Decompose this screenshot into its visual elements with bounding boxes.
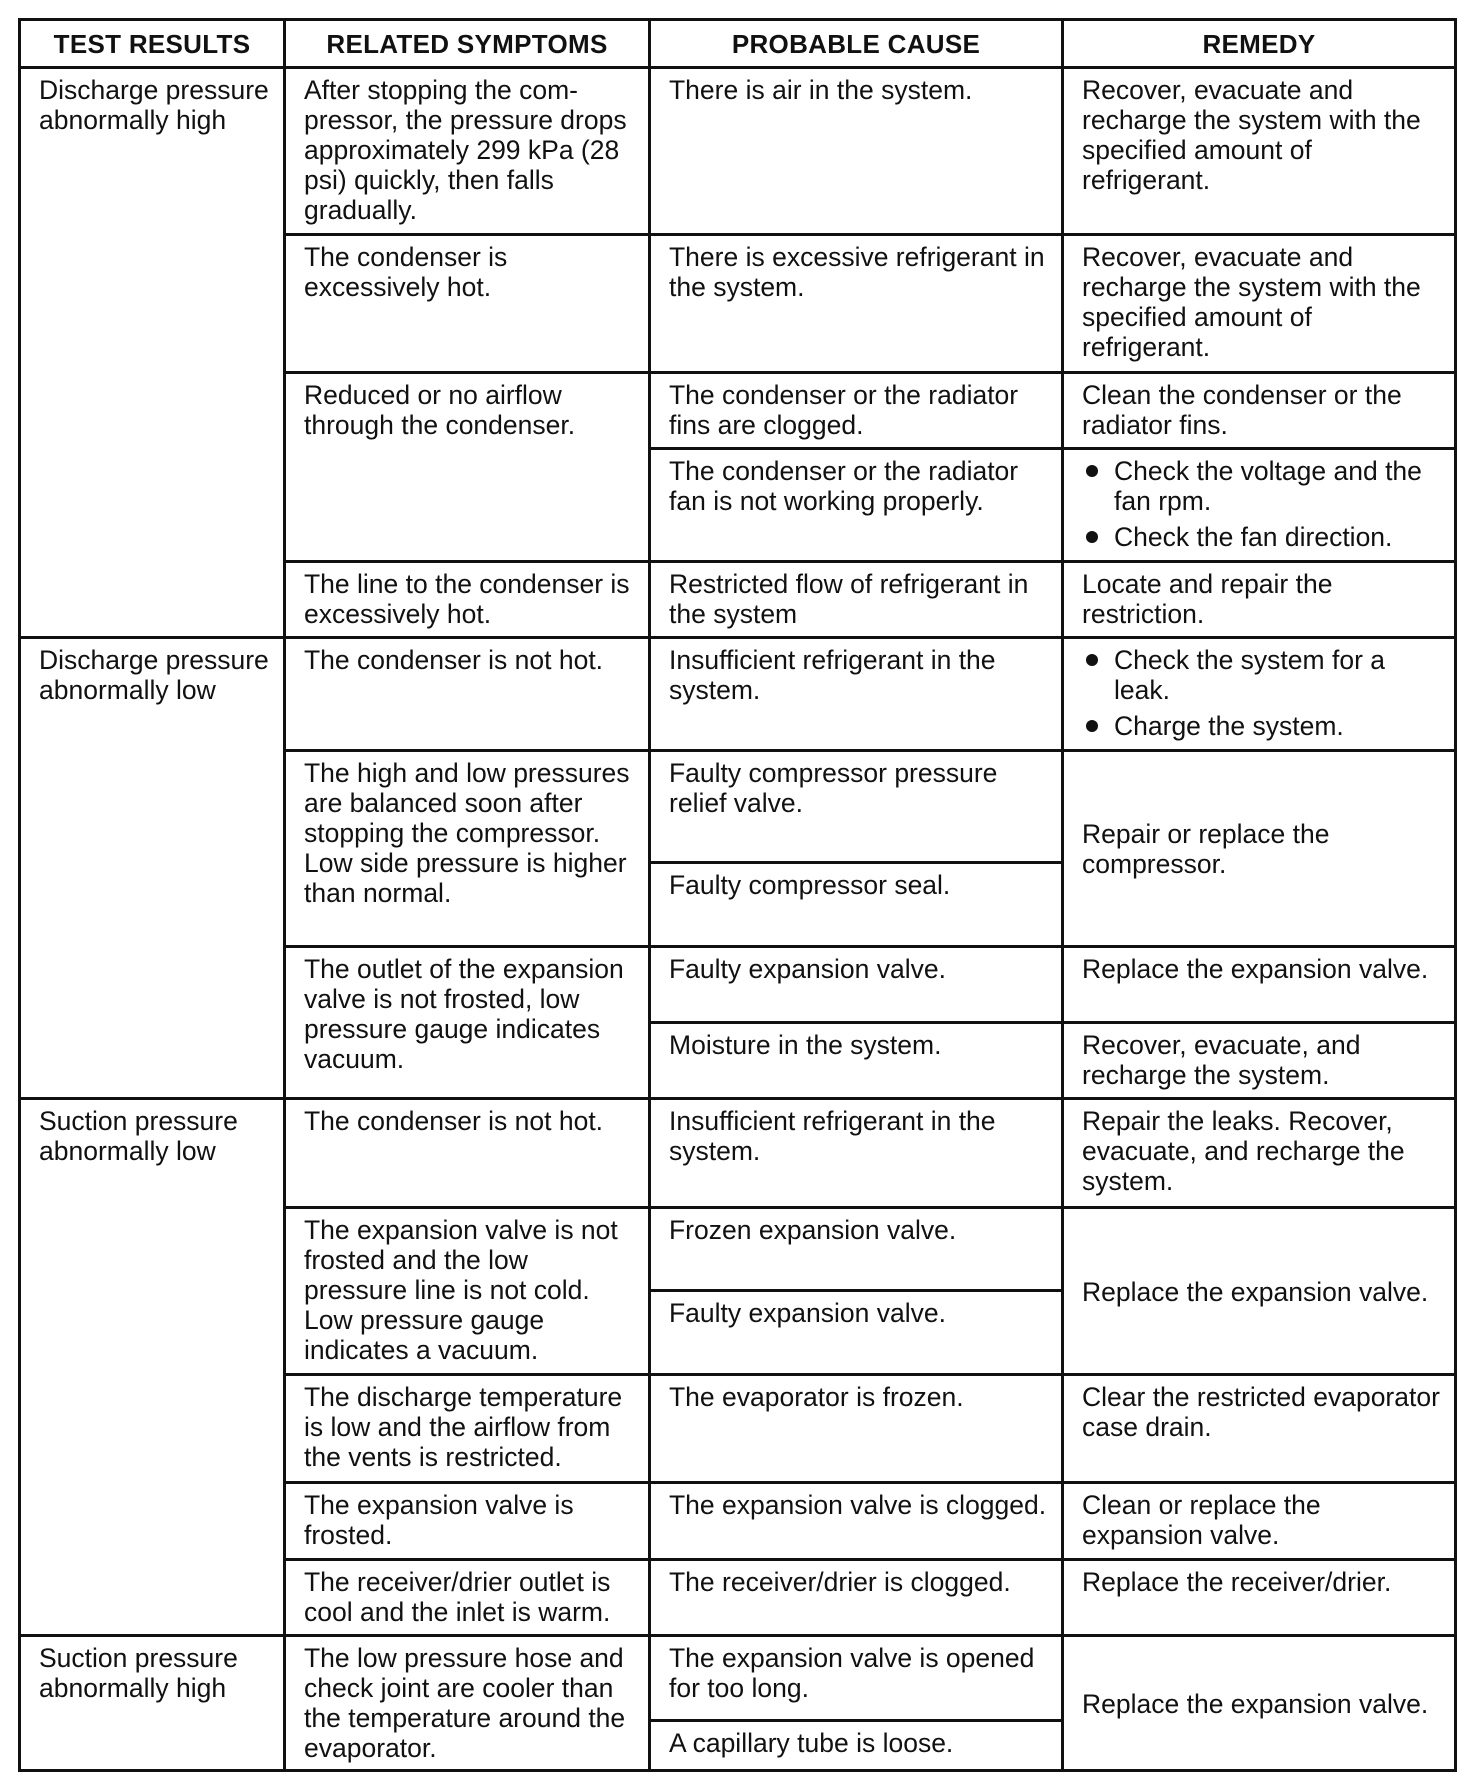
remedy-bullet-list	[1082, 456, 1444, 552]
cause-cell: Moisture in the system.	[650, 1022, 1063, 1098]
symptom-cell: The receiver/drier outlet is cool and the inlet is warm.	[285, 1559, 650, 1635]
bullet-text: Check the system for a leak.	[1114, 644, 1385, 705]
remedy-bullet-list	[1082, 645, 1444, 741]
cause-cell: The expansion valve is clogged.	[650, 1483, 1063, 1559]
bullet-text: Check the voltage and the fan rpm.	[1114, 455, 1422, 516]
symptom-cell: The condenser is not hot.	[285, 1099, 650, 1208]
cause-cell: There is excessive refrigerant in the system.	[650, 234, 1063, 372]
cause-cell: Faulty expansion valve.	[650, 1291, 1063, 1374]
test-result-suction-high: Suction pressure abnormally high	[20, 1636, 285, 1771]
remedy-cell: Recover, evacuate and recharge the system with the specified amount of refrigerant.	[1063, 234, 1456, 372]
cause-cell: Faulty compressor seal.	[650, 863, 1063, 946]
troubleshooting-table	[18, 18, 1457, 1772]
remedy-cell	[1063, 637, 1456, 750]
test-result-suction-low: Suction pressure abnormally low	[20, 1099, 285, 1636]
bullet-icon	[1086, 720, 1098, 732]
symptom-cell: Reduced or no airflow through the condenser.	[285, 372, 650, 561]
remedy-cell: Replace the expansion valve.	[1063, 1207, 1456, 1374]
bullet-icon	[1086, 531, 1098, 543]
list-item	[1082, 711, 1444, 741]
header-remedy: REMEDY	[1063, 20, 1456, 68]
remedy-cell: Repair the leaks. Recover, evacuate, and recharge the system.	[1063, 1099, 1456, 1208]
list-item	[1082, 522, 1444, 552]
bullet-icon	[1086, 465, 1098, 477]
cause-cell: Insufficient refrigerant in the system.	[650, 637, 1063, 750]
symptom-cell: The expansion valve is not frosted and the low pressure line is not cold. Low pressure gauge indicates a vacuum.	[285, 1207, 650, 1374]
test-result-discharge-high: Discharge pressure abnormally high	[20, 68, 285, 638]
symptom-cell: The high and low pressures are balanced soon after stopping the compressor. Low side pressure is higher than normal.	[285, 750, 650, 946]
cause-cell: The expansion valve is opened for too long.	[650, 1636, 1063, 1720]
cause-cell: The condenser or the radiator fan is not working properly.	[650, 448, 1063, 561]
table-row	[20, 1099, 1456, 1208]
cause-cell: Frozen expansion valve.	[650, 1207, 1063, 1290]
cause-cell: Faulty compressor pressure relief valve.	[650, 750, 1063, 863]
remedy-cell: Clean the condenser or the radiator fins.	[1063, 372, 1456, 448]
symptom-cell: The discharge temperature is low and the airflow from the vents is restricted.	[285, 1374, 650, 1483]
bullet-text: Check the fan direction.	[1114, 521, 1393, 552]
symptom-cell: The line to the condenser is excessively hot.	[285, 561, 650, 637]
cause-cell: A capillary tube is loose.	[650, 1720, 1063, 1770]
symptom-cell: The condenser is not hot.	[285, 637, 650, 750]
table-row	[20, 637, 1456, 750]
header-related-symptoms: RELATED SYMPTOMS	[285, 20, 650, 68]
header-row	[20, 20, 1456, 68]
remedy-cell: Clean or replace the expansion valve.	[1063, 1483, 1456, 1559]
header-probable-cause: PROBABLE CAUSE	[650, 20, 1063, 68]
symptom-cell: The low pressure hose and check joint are cooler than the temperature around the evaporator.	[285, 1636, 650, 1771]
remedy-cell: Replace the expansion valve.	[1063, 1636, 1456, 1771]
remedy-cell: Clear the restricted evaporator case drain.	[1063, 1374, 1456, 1483]
table-row	[20, 1636, 1456, 1720]
remedy-cell: Replace the receiver/drier.	[1063, 1559, 1456, 1635]
bullet-icon	[1086, 654, 1098, 666]
remedy-cell: Recover, evacuate, and recharge the system.	[1063, 1022, 1456, 1098]
cause-cell: Restricted flow of refrigerant in the system	[650, 561, 1063, 637]
cause-cell: There is air in the system.	[650, 68, 1063, 235]
remedy-cell: Locate and repair the restriction.	[1063, 561, 1456, 637]
list-item	[1082, 456, 1444, 516]
symptom-cell: The condenser is excessively hot.	[285, 234, 650, 372]
cause-cell: Faulty expansion valve.	[650, 946, 1063, 1022]
cause-cell: The evaporator is frozen.	[650, 1374, 1063, 1483]
remedy-cell: Recover, evacuate and recharge the system with the specified amount of refrigerant.	[1063, 68, 1456, 235]
symptom-cell: The expansion valve is frosted.	[285, 1483, 650, 1559]
symptom-cell: After stopping the com-pressor, the pressure drops approximately 299 kPa (28 psi) quickly, then falls gradually.	[285, 68, 650, 235]
table-row	[20, 68, 1456, 235]
cause-cell: Insufficient refrigerant in the system.	[650, 1099, 1063, 1208]
list-item	[1082, 645, 1444, 705]
bullet-text: Charge the system.	[1114, 710, 1344, 741]
remedy-cell: Repair or replace the compressor.	[1063, 750, 1456, 946]
remedy-cell	[1063, 448, 1456, 561]
symptom-cell: The outlet of the expansion valve is not frosted, low pressure gauge indicates vacuum.	[285, 946, 650, 1099]
cause-cell: The receiver/drier is clogged.	[650, 1559, 1063, 1635]
cause-cell: The condenser or the radiator fins are clogged.	[650, 372, 1063, 448]
header-test-results: TEST RESULTS	[20, 20, 285, 68]
remedy-cell: Replace the expansion valve.	[1063, 946, 1456, 1022]
test-result-discharge-low: Discharge pressure abnormally low	[20, 637, 285, 1098]
